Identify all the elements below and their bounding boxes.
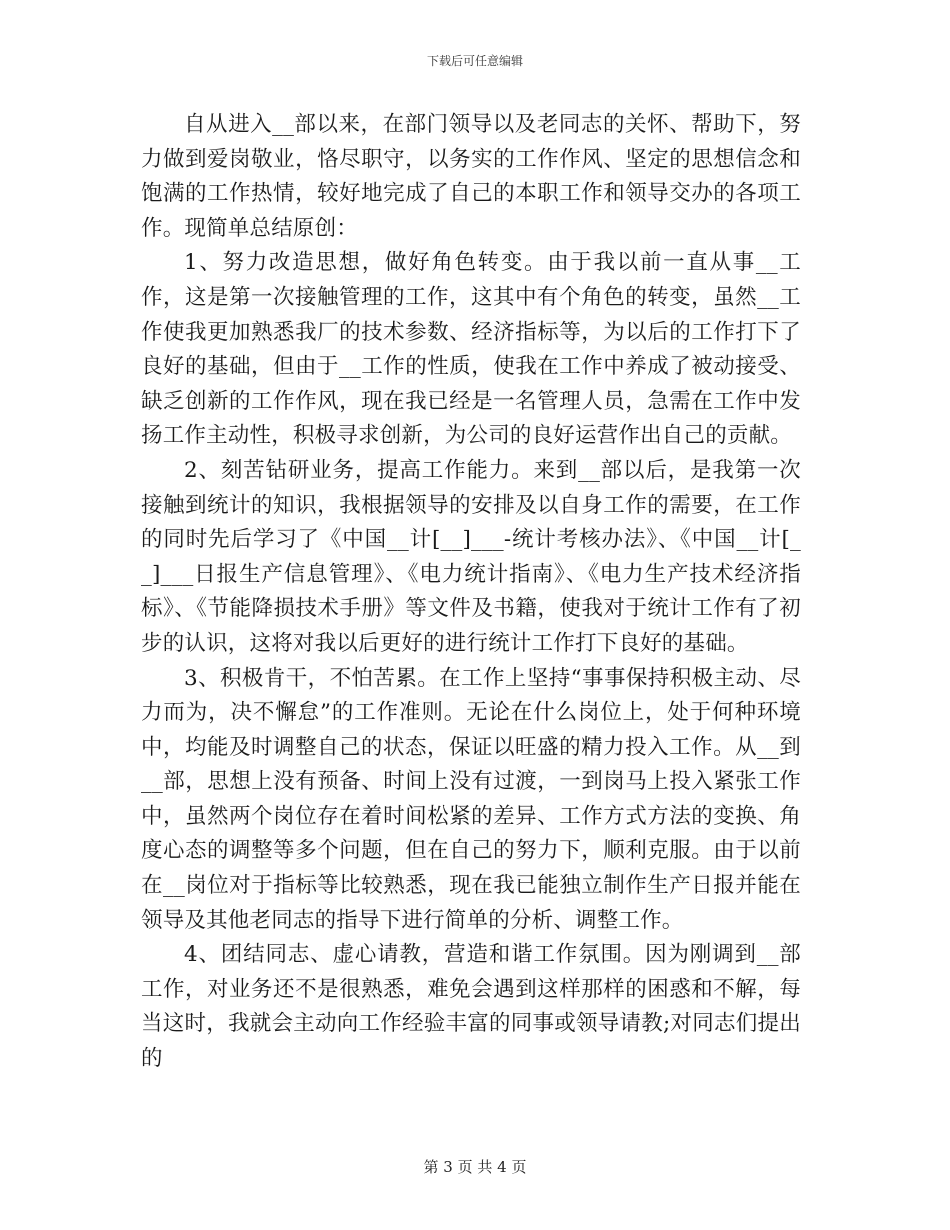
page-header: 下载后可任意编辑: [426, 54, 523, 68]
paragraph-item-1: 1、努力改造思想，做好角色转变。由于我以前一直从事__工作，这是第一次接触管理的工作，这其中有个角色的转变，虽然__工作使我更加熟悉我厂的技术参数、经济指标等，为以后的工作打下了良好的基础，但由于__工作的性质，使我在工作中养成了被动接受、缺乏创新的工作作风，现在我已经是一名管理人员，急需在工作中发扬工作主动性，积极寻求创新，为公司的良好运营作出自己的贡献。: [141, 250, 801, 449]
paragraph-intro: 自从进入__部以来，在部门领导以及老同志的关怀、帮助下，努力做到爱岗敬业，恪尽职守，以务实的工作作风、坚定的思想信念和饱满的工作热情，较好地完成了自己的本职工作和领导交办的各项工作。现简单总结原创：: [141, 112, 801, 241]
paragraph-item-3: 3、积极肯干，不怕苦累。在工作上坚持“事事保持积极主动、尽力而为，决不懈怠”的工作准则。无论在什么岗位上，处于何种环境中，均能及时调整自己的状态，保证以旺盛的精力投入工作。从__到__部，思想上没有预备、时间上没有过渡，一到岗马上投入紧张工作中，虽然两个岗位存在着时间松紧的差异、工作方式方法的变换、角度心态的调整等多个问题，但在自己的努力下，顺利克服。由于以前在__岗位对于指标等比较熟悉，现在我已能独立制作生产日报并能在领导及其他老同志的指导下进行简单的分析、调整工作。: [141, 665, 801, 933]
page-number-footer: 第 3 页 共 4 页: [423, 1158, 527, 1176]
paragraph-item-2: 2、刻苦钻研业务，提高工作能力。来到__部以后，是我第一次接触到统计的知识，我根据领导的安排及以自身工作的需要，在工作的同时先后学习了《中国__计[__]___-统计考核办法》、《中国__计[__]___日报生产信息管理》、《电力统计指南》、《电力生产技术经济指标》、《节能降损技术手册》等文件及书籍，使我对于统计工作有了初步的认识，这将对我以后更好的进行统计工作打下良好的基础。: [141, 457, 801, 656]
paragraph-item-4: 4、团结同志、虚心请教，营造和谐工作氛围。因为刚调到__部工作，对业务还不是很熟悉，难免会遇到这样那样的困惑和不解，每当这时，我就会主动向工作经验丰富的同事或领导请教;对同志们提出的: [141, 942, 801, 1072]
document-body: [141, 108, 801, 1077]
